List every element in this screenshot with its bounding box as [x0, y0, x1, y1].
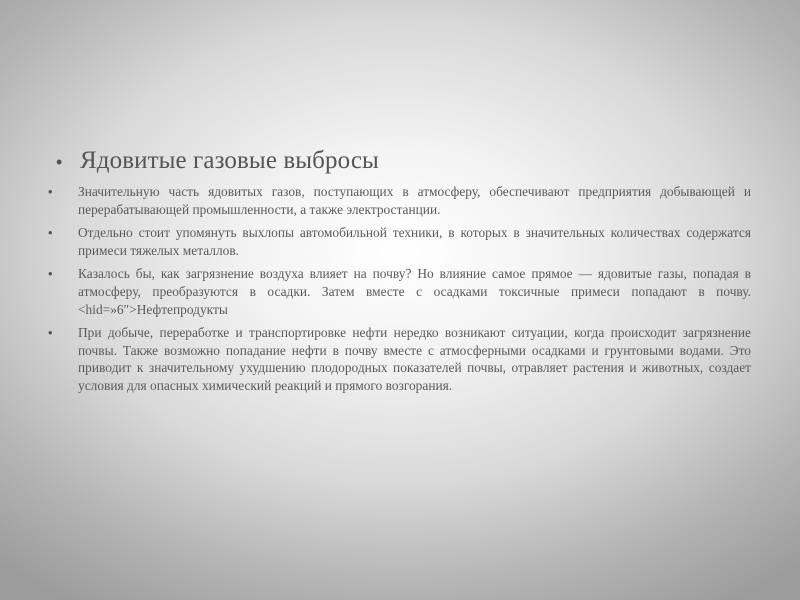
list-item: [48, 183, 751, 218]
bullet-icon: •: [48, 184, 53, 199]
bullet-icon: •: [56, 152, 63, 172]
list-item: [48, 324, 751, 394]
list-item-text: Казалось бы, как загрязнение воздуха влияет на почву? Но влияние самое прямое — ядовитые газы, попадая в атмосферу, преобразуются в осадки. Затем вместе с осадками токсичные примеси попадают в почву. <hid=»6″>Нефтепродукты: [78, 266, 751, 317]
list-item: [48, 265, 751, 318]
bullet-list: [48, 183, 751, 401]
slide-heading: [56, 147, 756, 175]
list-item: [48, 224, 751, 259]
bullet-icon: •: [48, 325, 53, 341]
list-item-text: Значительную часть ядовитых газов, поступающих в атмосферу, обеспечивают предприятия добывающей и перерабатывающей промышленности, а также электростанции.: [78, 184, 751, 217]
list-item-text: При добыче, переработке и транспортировке нефти нередко возникают ситуации, когда происходит загрязнение почвы. Также возможно попадание нефти в почву вместе с атмосферными осадками и грунтовыми водами. Это приводит к значительному ухудшению плодородных показателей почвы, отравляет растения и животных, создает условия для опасных химический реакций и прямого возгорания.: [78, 325, 751, 393]
list-item-text: Отдельно стоит упомянуть выхлопы автомобильной техники, в которых в значительных количествах содержатся примеси тяжелых металлов.: [78, 225, 751, 258]
heading-text: Ядовитые газовые выбросы: [80, 147, 379, 174]
bullet-icon: •: [48, 266, 53, 282]
bullet-icon: •: [48, 225, 53, 241]
